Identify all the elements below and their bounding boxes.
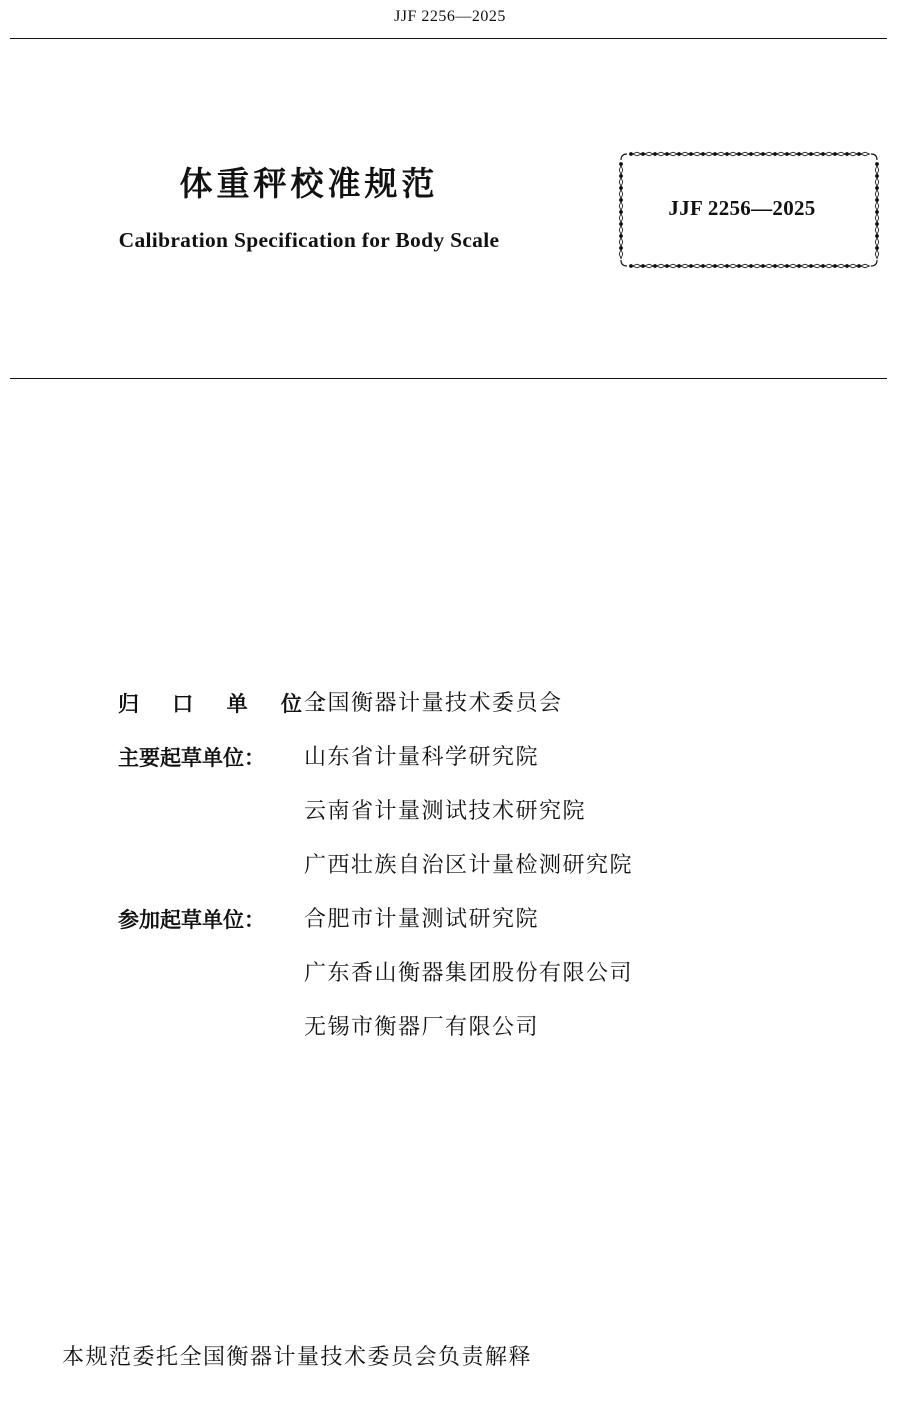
org-value: 全国衡器计量技术委员会	[304, 691, 563, 716]
org-label-responsible: 归 口 单 位：	[118, 692, 349, 716]
standard-number: JJF 2256—2025	[668, 196, 816, 220]
org-value: 无锡市衡器厂有限公司	[304, 1015, 540, 1040]
org-row-main-drafters	[118, 742, 838, 796]
org-value: 广东香山衡器集团股份有限公司	[304, 961, 634, 986]
org-label-participating-drafters: 参加起草单位：	[118, 908, 265, 932]
drafting-organizations	[118, 688, 838, 1066]
org-value: 云南省计量测试技术研究院	[304, 799, 587, 824]
org-row-participating-drafters	[118, 904, 838, 958]
section-rule	[10, 378, 887, 379]
document-title-chinese: 体重秤校准规范	[179, 164, 439, 203]
org-value: 广西壮族自治区计量检测研究院	[304, 853, 634, 878]
interpretation-note: 本规范委托全国衡器计量技术委员会负责解释	[62, 1345, 533, 1370]
org-row-participating-drafters-cont	[118, 1012, 838, 1066]
org-row-main-drafters-cont	[118, 796, 838, 850]
org-value: 合肥市计量测试研究院	[304, 907, 540, 932]
running-header-code: JJF 2256—2025	[394, 8, 506, 25]
org-label-main-drafters: 主要起草单位：	[118, 746, 265, 770]
org-row-responsible	[118, 688, 838, 742]
org-row-main-drafters-cont	[118, 850, 838, 904]
standard-number-box	[615, 148, 883, 272]
document-title-english: Calibration Specification for Body Scale	[118, 228, 500, 252]
org-value: 山东省计量科学研究院	[304, 745, 540, 770]
org-row-participating-drafters-cont	[118, 958, 838, 1012]
header-rule	[10, 38, 887, 39]
